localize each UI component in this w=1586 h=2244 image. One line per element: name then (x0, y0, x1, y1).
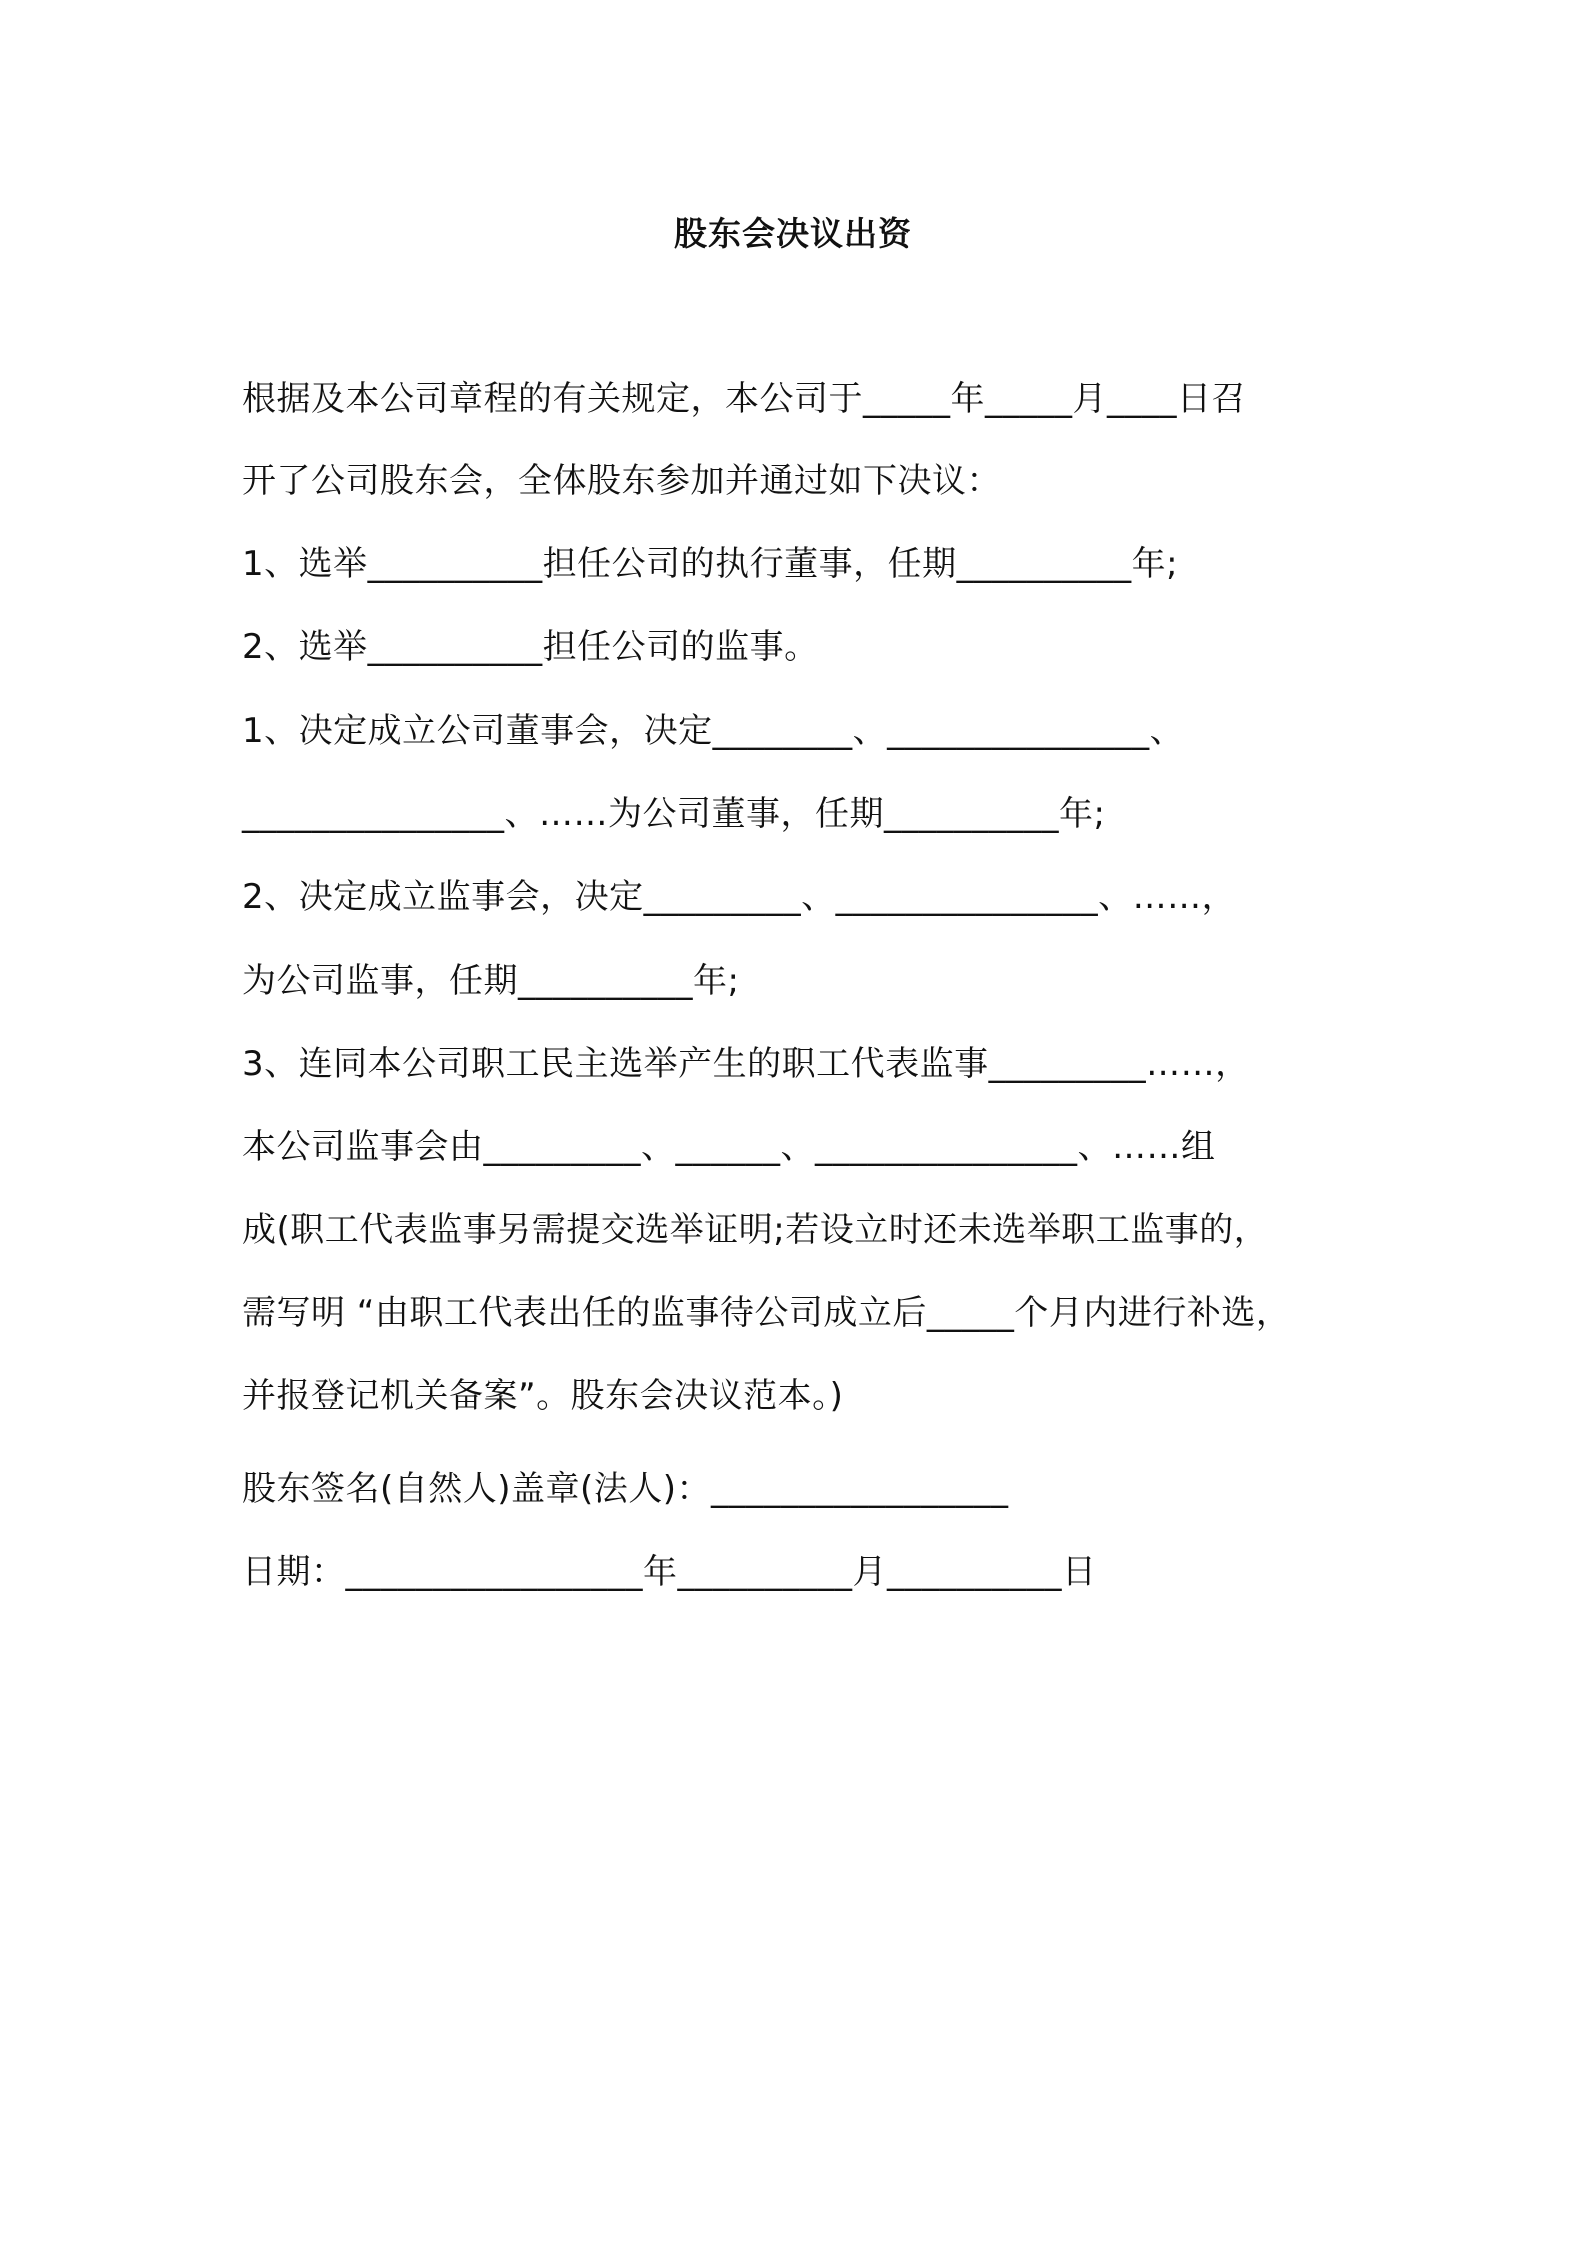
elect-executive-director-line: 1、选举__________担任公司的执行董事，任期__________年; (242, 544, 1179, 584)
board-of-supervisors-line-2: 为公司监事，任期__________年; (242, 961, 740, 1001)
employee-supervisor-line-1: 3、连同本公司职工民主选举产生的职工代表监事_________……， (242, 1044, 1250, 1084)
document-title: 股东会决议出资 (674, 214, 912, 253)
shareholder-signature-line: 股东签名(自然人)盖章(法人)：_________________ (242, 1469, 1009, 1509)
employee-supervisor-line-2: 本公司监事会由_________、______、_______________、……组 (242, 1127, 1216, 1167)
resolution-intro-line-1: 根据及本公司章程的有关规定，本公司于_____年_____月____日召 (242, 379, 1246, 419)
employee-supervisor-note-line-2: 需写明 “由职工代表出任的监事待公司成立后_____个月内进行补选， (242, 1293, 1291, 1333)
board-of-directors-line-2: _______________、……为公司董事，任期__________年; (242, 794, 1106, 834)
board-of-supervisors-line-1: 2、决定成立监事会，决定_________、_______________、……， (242, 877, 1237, 917)
employee-supervisor-note-line-3: 并报登记机关备案”。股东会决议范本。) (242, 1376, 844, 1416)
employee-supervisor-note-line-1: 成(职工代表监事另需提交选举证明;若设立时还未选举职工监事的， (242, 1210, 1269, 1250)
elect-supervisor-line: 2、选举__________担任公司的监事。 (242, 627, 819, 667)
date-line: 日期：_________________年__________月__________日 (242, 1552, 1097, 1592)
board-of-directors-line-1: 1、决定成立公司董事会，决定________、_______________、 (242, 711, 1185, 751)
resolution-intro-line-2: 开了公司股东会，全体股东参加并通过如下决议： (242, 461, 1001, 501)
